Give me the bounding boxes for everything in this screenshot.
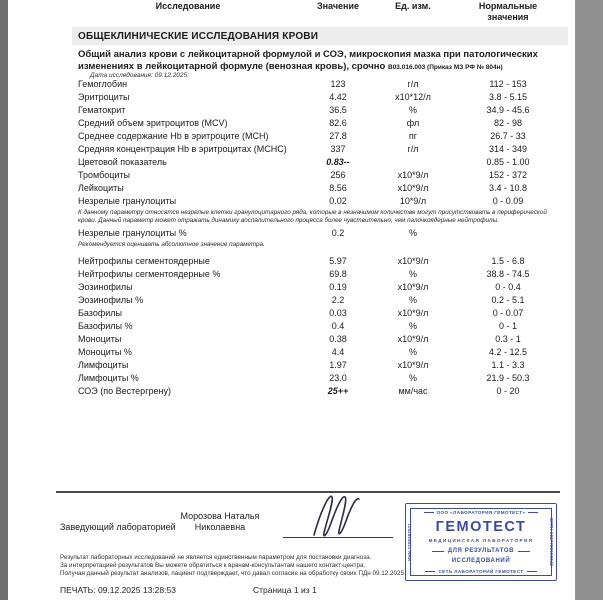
stamp-dash: [425, 571, 435, 572]
parameter-name: Средняя концентрация Hb в эритроцитах (MCHC): [78, 144, 287, 154]
window-left-margin: [0, 0, 8, 600]
parameter-name: Цветовой показатель: [78, 157, 167, 167]
disclaimer-line: За интерпретацией результатов Вы можете обратиться к врачам-консультантам нашего контакт-центра.: [60, 562, 366, 569]
signature-icon: [276, 489, 396, 541]
stamp-dash: [527, 571, 537, 572]
column-header-normal: Нормальные значения: [478, 1, 538, 22]
stamp-purpose-line2: ИССЛЕДОВАНИЙ: [451, 558, 511, 564]
lab-head-label: Заведующий лабораторией: [60, 522, 176, 532]
parameter-name: Моноциты: [78, 334, 122, 344]
table-row: [78, 359, 568, 372]
table-row: [78, 227, 568, 240]
parameter-name: Среднее содержание Hb в эритроците (MCH): [78, 131, 269, 141]
parameter-value: 0.83--: [326, 157, 350, 167]
lab-stamp: [405, 503, 557, 581]
parameter-name: Моноциты %: [78, 347, 132, 357]
parameter-units: х10*9/л: [397, 334, 429, 344]
parameter-units: %: [408, 321, 417, 331]
parameter-normal-range: 38.8 - 74.5: [486, 269, 530, 279]
parameter-name: Нейтрофилы сегментоядерные %: [78, 269, 221, 279]
parameter-normal-range: 34.9 - 45.6: [486, 105, 530, 115]
parameter-units: %: [408, 105, 417, 115]
stamp-network-line: [425, 569, 536, 574]
lab-stamp-frame: [410, 508, 552, 576]
parameter-name: Лейкоциты: [78, 183, 124, 193]
parameter-units: %: [408, 373, 417, 383]
parameter-name: Незрелые гранулоциты: [78, 196, 177, 206]
parameter-note: К данному параметру относятся незрелые клетки гранулоцитарного ряда, которые в незначимом количестве могут присутствовать в периферической крови. Данный параметр может отражать динамику воспалительного процесса более чувствительно, чем палочкоядерные нейтрофилы.: [78, 209, 547, 224]
parameter-units: х10*9/л: [397, 282, 429, 292]
stamp-dash: [528, 512, 538, 513]
table-row: [78, 372, 568, 385]
print-timestamp: ПЕЧАТЬ: 09.12.2025 13:28:53: [60, 585, 176, 595]
parameter-name: Гематокрит: [78, 105, 126, 115]
column-header-value: Значение: [316, 1, 360, 11]
table-row: [78, 255, 568, 268]
table-row: [78, 169, 568, 182]
stamp-network-text: СЕТЬ ЛАБОРАТОРИЙ ГЕМОТЕСТ: [438, 569, 524, 574]
stamp-company-line: [424, 510, 539, 515]
table-row: [78, 182, 568, 195]
parameter-normal-range: 0 - 0.4: [495, 282, 521, 292]
parameter-name: Нейтрофилы сегментоядерные: [78, 256, 210, 266]
section-header: [72, 27, 568, 45]
parameter-value: 1.97: [329, 360, 347, 370]
parameter-name: Лимфоциты: [78, 360, 129, 370]
parameter-value: 36.5: [329, 105, 347, 115]
study-date: Дата исследования: 09.12.2025:: [90, 72, 189, 79]
parameter-value: 4.4: [331, 347, 345, 357]
parameter-normal-range: 314 - 349: [488, 144, 528, 154]
parameter-units: %: [408, 269, 417, 279]
parameter-value: 8.56: [329, 183, 347, 193]
table-row: [78, 117, 568, 130]
parameter-normal-range: 1.1 - 3.3: [491, 360, 525, 370]
stamp-dash: [432, 551, 444, 552]
parameter-value: 25++: [327, 386, 349, 396]
parameter-name: Тромбоциты: [78, 170, 131, 180]
test-code: B03.016.003 (Приказ МЗ РФ № 804н): [388, 63, 503, 71]
table-row: [78, 346, 568, 359]
parameter-name: Базофилы: [78, 308, 122, 318]
parameter-units: х10*9/л: [397, 360, 429, 370]
parameter-units: %: [408, 295, 417, 305]
section-title: ОБЩЕКЛИНИЧЕСКИЕ ИССЛЕДОВАНИЯ КРОВИ: [78, 30, 319, 42]
parameter-value: 256: [330, 170, 346, 180]
table-row: [78, 130, 568, 143]
table-row: [78, 294, 568, 307]
parameter-normal-range: 112 - 153: [489, 79, 527, 89]
parameter-normal-range: 0 - 20: [496, 386, 520, 396]
table-row: [78, 385, 568, 398]
table-row: [78, 268, 568, 281]
stamp-company-text: ООО «ЛАБОРАТОРИЯ ГЕМОТЕСТ»: [436, 510, 526, 515]
parameter-value: 0.19: [329, 282, 347, 292]
parameter-value: 0.02: [329, 196, 347, 206]
parameter-normal-range: 4.2 - 12.5: [488, 347, 528, 357]
parameter-normal-range: 0 - 1: [498, 321, 517, 331]
parameter-value: 0.38: [329, 334, 347, 344]
parameter-name: Базофилы %: [78, 321, 133, 331]
test-title-block: [78, 49, 572, 73]
results-table: [78, 78, 568, 398]
disclaimer-line: Получая данный результат анализов, пациент подтверждает, что давал согласие на обработку своих ПДн 09.12.2025: [60, 570, 404, 577]
parameter-units: %: [408, 228, 417, 238]
page-number: Страница 1 из 1: [253, 585, 317, 595]
parameter-value: 23.0: [329, 373, 347, 383]
parameter-name: Лимфоциты %: [78, 373, 139, 383]
parameter-name: Средний объем эритроцитов (MCV): [78, 118, 228, 128]
parameter-units: г/л: [407, 144, 419, 154]
stamp-purpose-text: ДЛЯ РЕЗУЛЬТАТОВ: [447, 548, 515, 554]
table-row: [78, 156, 568, 169]
doctor-name: Морозова Наталья Николаевна: [180, 511, 260, 532]
table-row: [78, 91, 568, 104]
parameter-value: 0.4: [331, 321, 345, 331]
table-row: [78, 281, 568, 294]
parameter-units: пг: [408, 131, 418, 141]
parameter-units: 10*9/л: [399, 196, 427, 206]
parameter-value: 27.8: [329, 131, 347, 141]
parameter-value: 69.8: [329, 269, 347, 279]
parameter-units: %: [408, 347, 417, 357]
test-title: Общий анализ крови с лейкоцитарной формулой и СОЭ, микроскопия мазка при патологических изменениях в лейкоцитарной формуле (венозная кровь), срочно: [78, 49, 538, 72]
parameter-units: х10*9/л: [397, 256, 429, 266]
table-row: [78, 143, 568, 156]
table-row: [78, 320, 568, 333]
signature-line: [283, 537, 393, 538]
parameter-normal-range: 152 - 372: [488, 170, 528, 180]
parameter-value: 5.97: [329, 256, 347, 266]
parameter-normal-range: 1.5 - 6.8: [491, 256, 525, 266]
parameter-normal-range: 26.7 - 33: [490, 131, 526, 141]
stamp-dash: [424, 512, 434, 513]
parameter-name: СОЭ (по Вестергрену): [78, 386, 171, 396]
parameter-value: 0.03: [329, 308, 347, 318]
parameter-normal-range: 0.2 - 5.1: [491, 295, 525, 305]
stamp-ogrn: ОГРН 1027709000842: [548, 517, 554, 567]
parameter-value: 82.6: [329, 118, 347, 128]
parameter-note: Рекомендуется оценивать абсолютное значение параметра.: [78, 241, 265, 248]
parameter-units: г/л: [407, 79, 419, 89]
parameter-name: Эозинофилы %: [78, 295, 144, 305]
table-row: [78, 307, 568, 320]
parameter-normal-range: 0.85 - 1.00: [486, 157, 530, 167]
parameter-units: х10*9/л: [397, 308, 429, 318]
parameter-units: фл: [406, 118, 420, 128]
parameter-units: х10*12/л: [395, 92, 431, 102]
parameter-normal-range: 0.3 - 1: [495, 334, 521, 344]
stamp-subtitle: МЕДИЦИНСКАЯ ЛАБОРАТОРИЯ: [428, 538, 534, 543]
parameter-value: 2.2: [331, 295, 345, 305]
table-row: [78, 333, 568, 346]
signature: [276, 489, 396, 541]
parameter-normal-range: 3.8 - 5.15: [488, 92, 528, 102]
parameter-normal-range: 3.4 - 10.8: [488, 183, 528, 193]
parameter-name: Эозинофилы: [78, 282, 133, 292]
parameter-normal-range: 21.9 - 50.3: [486, 373, 530, 383]
disclaimer: [60, 554, 404, 578]
table-row: [78, 104, 568, 117]
parameter-normal-range: 0 - 0.07: [492, 308, 524, 318]
lab-report-page: [8, 0, 575, 600]
parameter-units: х10*9/л: [397, 170, 429, 180]
table-row: [78, 195, 568, 208]
parameter-units: мм/час: [398, 386, 428, 396]
parameter-value: 337: [330, 144, 346, 154]
disclaimer-line: Результат лабораторных исследований не является единственным параметром для постановки диагноза.: [60, 554, 372, 561]
stamp-purpose-line1: [432, 548, 530, 554]
stamp-brand: ГЕМОТЕСТ: [435, 519, 527, 535]
table-header-row: [78, 0, 568, 23]
parameter-normal-range: 0 - 0.09: [492, 196, 524, 206]
parameter-name: Гемоглобин: [78, 79, 128, 89]
parameter-value: 4.42: [329, 92, 347, 102]
column-header-study: Исследование: [155, 1, 221, 11]
parameter-name: Незрелые гранулоциты %: [78, 228, 187, 238]
column-header-units: Ед. изм.: [395, 1, 431, 11]
parameter-units: х10*9/л: [397, 183, 429, 193]
parameter-normal-range: 82 - 98: [493, 118, 523, 128]
stamp-dash: [518, 551, 530, 552]
parameter-value: 0.2: [331, 228, 345, 238]
parameter-name: Эритроциты: [78, 92, 130, 102]
parameter-value: 123: [330, 79, 346, 89]
stamp-inn: ИНН 7709383571: [407, 523, 413, 561]
table-row: [78, 78, 568, 91]
